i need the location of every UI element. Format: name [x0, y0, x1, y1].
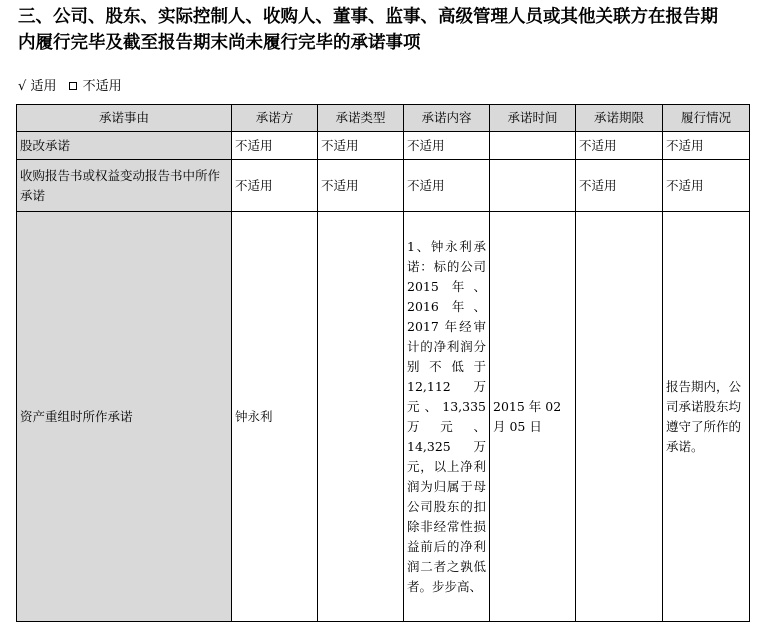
table-header-row [17, 105, 750, 132]
section-heading-line-1: 三、公司、股东、实际控制人、收购人、董事、监事、高级管理人员或其他关联方在报告期 [18, 7, 718, 27]
header-party: 承诺方 [232, 105, 318, 132]
unchecked-box-icon [69, 82, 77, 90]
row-reason: 收购报告书或权益变动报告书中所作承诺 [17, 160, 232, 212]
row-content: 不适用 [404, 160, 490, 212]
table-row [17, 160, 750, 212]
row-reason: 股改承诺 [17, 132, 232, 160]
row-status: 不适用 [663, 132, 750, 160]
row-content: 1、钟永利承诺：标的公司 2015 年、2016 年、2017 年经审计的净利润分别不低于 12,112 万元、13,335 万元、14,325 万元，以上净利润为归属于母公司股东的扣除非经常性损益前后的净利润二者之孰低者。步步高、 [404, 212, 490, 622]
row-status: 不适用 [663, 160, 750, 212]
applicability-selector [18, 77, 122, 97]
header-term: 承诺期限 [576, 105, 663, 132]
table-row [17, 212, 750, 622]
header-content: 承诺内容 [404, 105, 490, 132]
commitments-table [16, 104, 750, 622]
row-party: 钟永利 [232, 212, 318, 622]
row-party: 不适用 [232, 160, 318, 212]
header-type: 承诺类型 [318, 105, 404, 132]
not-applicable-label: 不适用 [82, 79, 122, 94]
row-reason: 资产重组时所作承诺 [17, 212, 232, 622]
header-reason: 承诺事由 [17, 105, 232, 132]
header-time: 承诺时间 [490, 105, 576, 132]
table-row [17, 132, 750, 160]
row-type: 不适用 [318, 160, 404, 212]
row-time: 2015 年 02 月 05 日 [490, 212, 576, 622]
row-status: 报告期内，公司承诺股东均遵守了所作的承诺。 [663, 212, 750, 622]
section-heading-line-2: 内履行完毕及截至报告期末尚未履行完毕的承诺事项 [18, 33, 421, 53]
checked-mark-icon: √ [18, 79, 27, 94]
row-term: 不适用 [576, 132, 663, 160]
row-content: 不适用 [404, 132, 490, 160]
applicable-label: 适用 [30, 79, 57, 94]
row-time [490, 132, 576, 160]
row-term: 不适用 [576, 160, 663, 212]
row-party: 不适用 [232, 132, 318, 160]
row-time [490, 160, 576, 212]
row-type: 不适用 [318, 132, 404, 160]
row-type [318, 212, 404, 622]
section-heading [18, 4, 758, 56]
header-status: 履行情况 [663, 105, 750, 132]
row-term [576, 212, 663, 622]
